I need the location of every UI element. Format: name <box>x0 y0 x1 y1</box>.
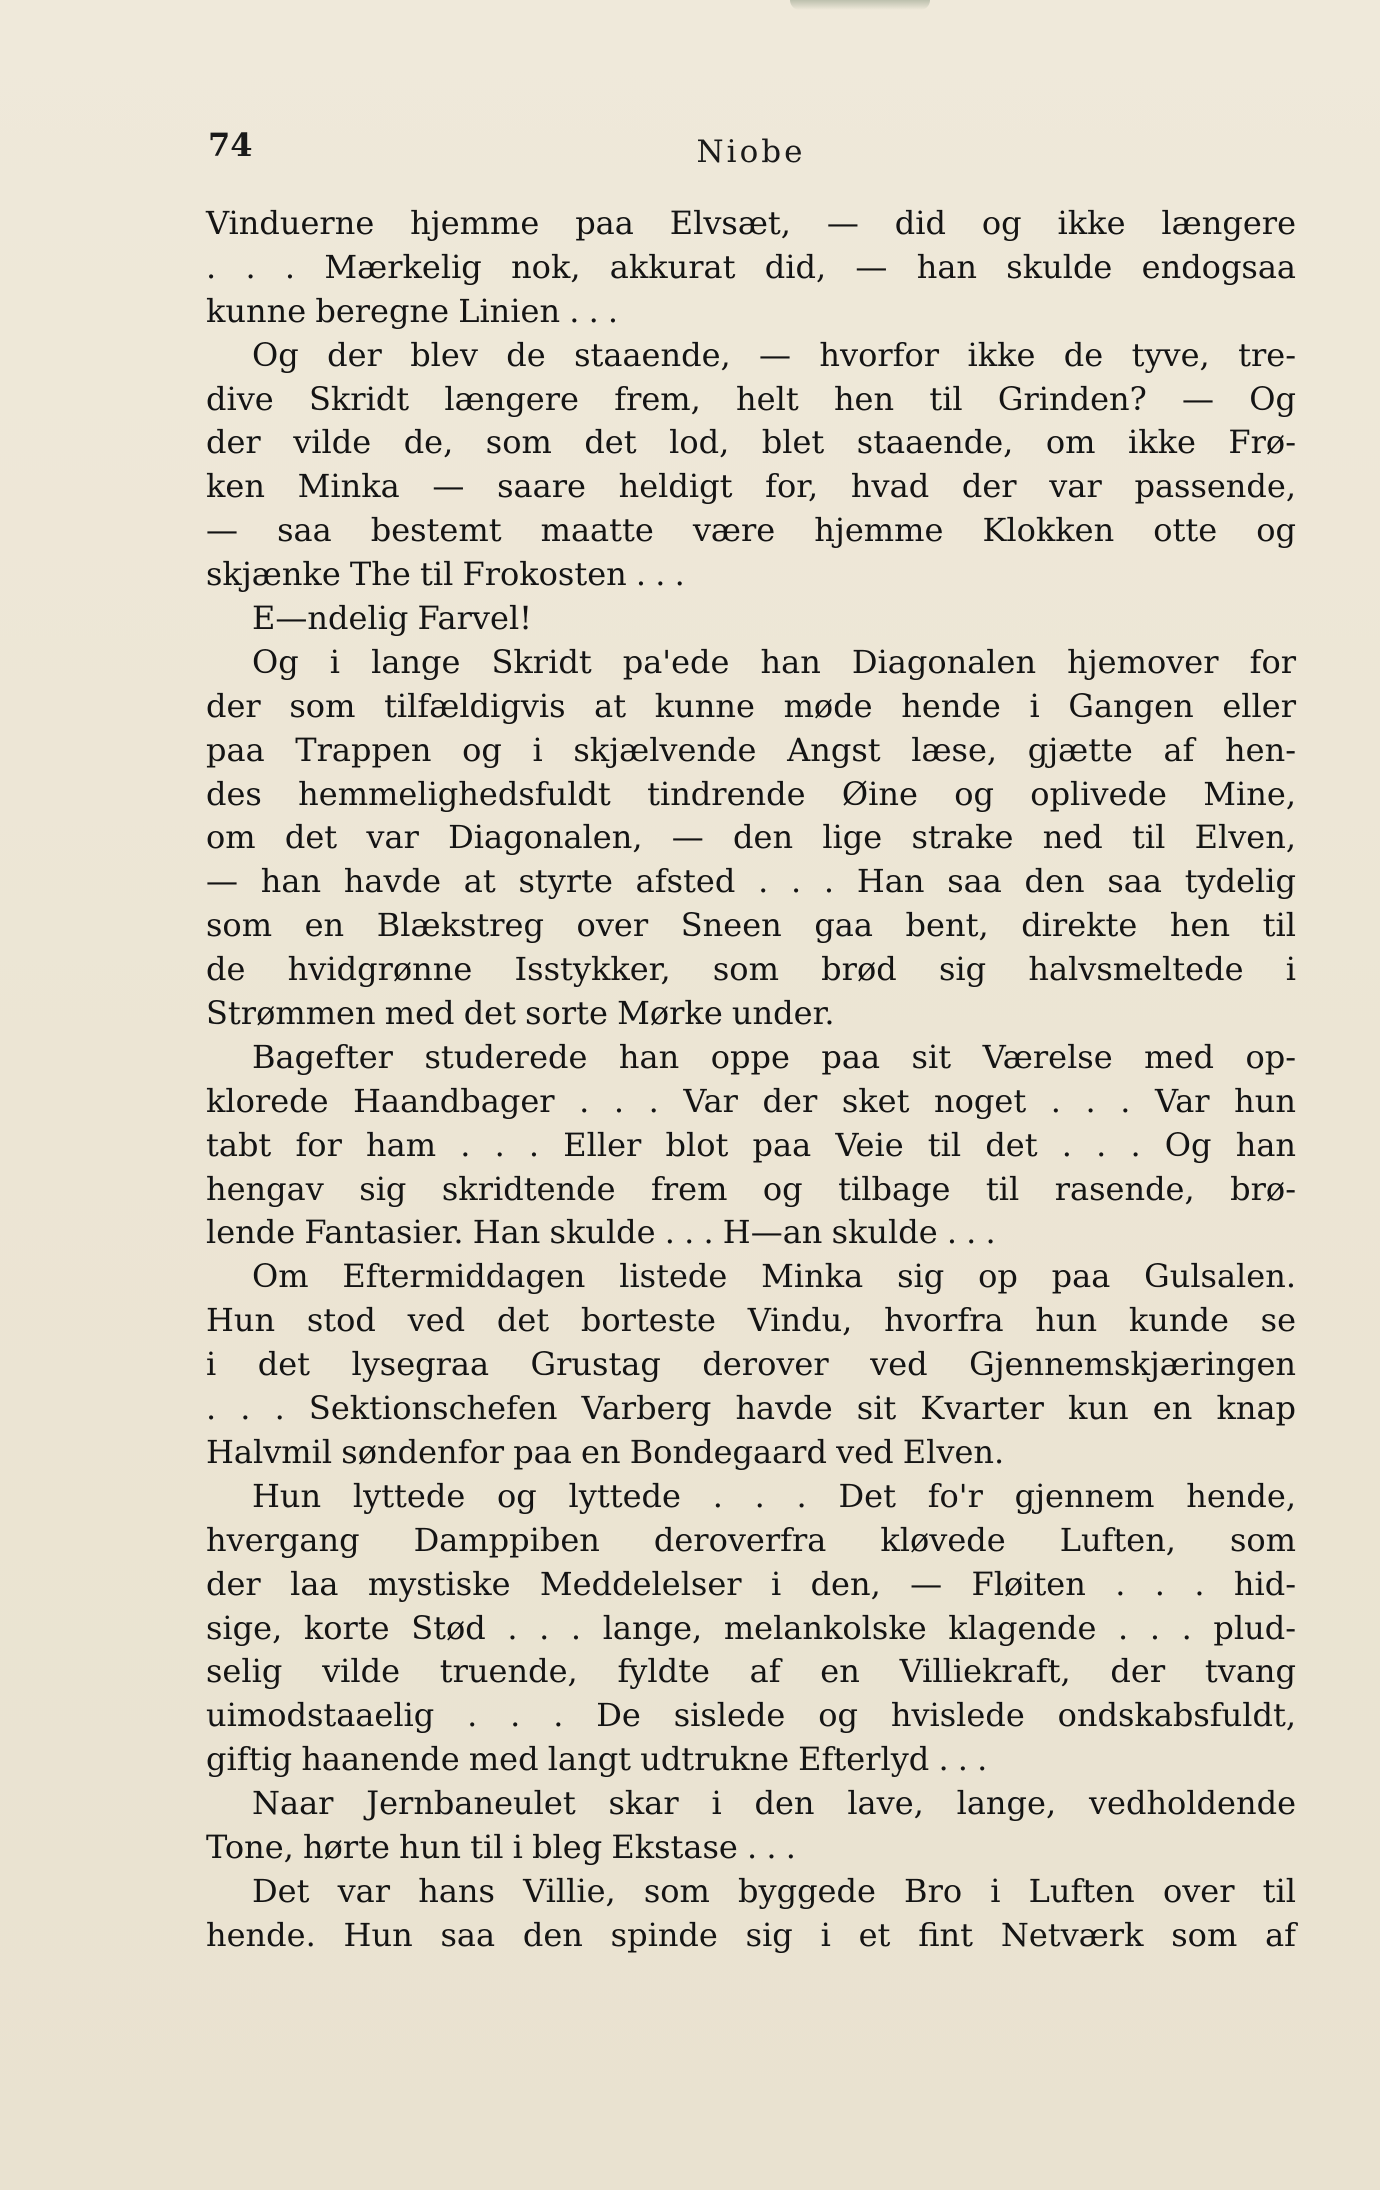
text-line: paa Trappen og i skjælvende Angst læse, gjætte af hen- <box>206 730 1296 769</box>
page-number: 74 <box>208 126 253 164</box>
text-line: Halvmil søndenfor paa en Bondegaard ved Elven. <box>206 1432 1005 1471</box>
text-line: giftig haanende med langt udtrukne Efterlyd . . . <box>206 1740 988 1779</box>
text-line: om det var Diagonalen, — den lige strake ned til Elven, <box>206 818 1296 857</box>
text-line: de hvidgrønne Isstykker, som brød sig halvsmeltede i <box>206 950 1296 989</box>
text-line: Strømmen med det sorte Mørke under. <box>206 994 835 1033</box>
text-line: der vilde de, som det lod, blet staaende, om ikke Frø- <box>206 423 1296 462</box>
text-line: Hun stod ved det borteste Vindu, hvorfra hun kunde se <box>206 1301 1296 1340</box>
text-line: Naar Jernbaneulet skar i den lave, lange, vedholdende <box>252 1784 1296 1823</box>
page-top-mark <box>790 0 930 10</box>
text-line: uimodstaaelig . . . De sislede og hvislede ondskabsfuldt, <box>206 1696 1296 1735</box>
text-line: kunne beregne Linien . . . <box>206 291 619 330</box>
text-line: Bagefter studerede han oppe paa sit Værelse med op- <box>252 1037 1296 1076</box>
text-line: der laa mystiske Meddelelser i den, — Fløiten . . . hid- <box>206 1564 1296 1603</box>
text-line: ken Minka — saare heldigt for, hvad der var passende, <box>206 467 1296 506</box>
text-line: . . . Sektionschefen Varberg havde sit Kvarter kun en knap <box>206 1389 1296 1428</box>
text-line: — saa bestemt maatte være hjemme Klokken otte og <box>206 511 1296 550</box>
page-header <box>208 126 1294 176</box>
running-title: Niobe <box>696 134 806 170</box>
text-line: tabt for ham . . . Eller blot paa Veie til det . . . Og han <box>206 1125 1296 1164</box>
text-line: sige, korte Stød . . . lange, melankolske klagende . . . plud- <box>206 1608 1296 1647</box>
text-line: klorede Haandbager . . . Var der sket noget . . . Var hun <box>206 1081 1296 1120</box>
text-line: . . . Mærkelig nok, akkurat did, — han skulde endogsaa <box>206 247 1296 286</box>
text-line: som en Blækstreg over Sneen gaa bent, direkte hen til <box>206 906 1296 945</box>
text-line: Om Eftermiddagen listede Minka sig op paa Gulsalen. <box>252 1257 1296 1296</box>
text-line: i det lysegraa Grustag derover ved Gjennemskjæringen <box>206 1345 1296 1384</box>
text-line: selig vilde truende, fyldte af en Villiekraft, der tvang <box>206 1652 1296 1691</box>
text-line: hende. Hun saa den spinde sig i et fint Netværk som af <box>206 1915 1296 1954</box>
text-line: hengav sig skridtende frem og tilbage til rasende, brø- <box>206 1169 1296 1208</box>
text-line: hvergang Damppiben deroverfra kløvede Luften, som <box>206 1520 1296 1559</box>
text-line: Tone, hørte hun til i bleg Ekstase . . . <box>206 1827 796 1866</box>
text-line: Hun lyttede og lyttede . . . Det fo'r gjennem hende, <box>252 1476 1296 1515</box>
text-line: Og der blev de staaende, — hvorfor ikke de tyve, tre- <box>252 335 1296 374</box>
text-line: des hemmelighedsfuldt tindrende Øine og oplivede Mine, <box>206 774 1296 813</box>
text-line: lende Fantasier. Han skulde . . . H—an skulde . . . <box>206 1213 996 1252</box>
text-line: der som tilfældigvis at kunne møde hende i Gangen eller <box>206 686 1296 725</box>
text-line: Og i lange Skridt pa'ede han Diagonalen hjemover for <box>252 642 1296 681</box>
body-text <box>206 202 1296 1958</box>
text-line: — han havde at styrte afsted . . . Han saa den saa tydelig <box>206 862 1296 901</box>
text-line: Det var hans Villie, som byggede Bro i Luften over til <box>252 1871 1296 1910</box>
text-line: E—ndelig Farvel! <box>252 599 533 638</box>
text-line: dive Skridt længere frem, helt hen til Grinden? — Og <box>206 379 1296 418</box>
text-line: skjænke The til Frokosten . . . <box>206 555 685 594</box>
text-line: Vinduerne hjemme paa Elvsæt, — did og ikke længere <box>206 204 1296 242</box>
